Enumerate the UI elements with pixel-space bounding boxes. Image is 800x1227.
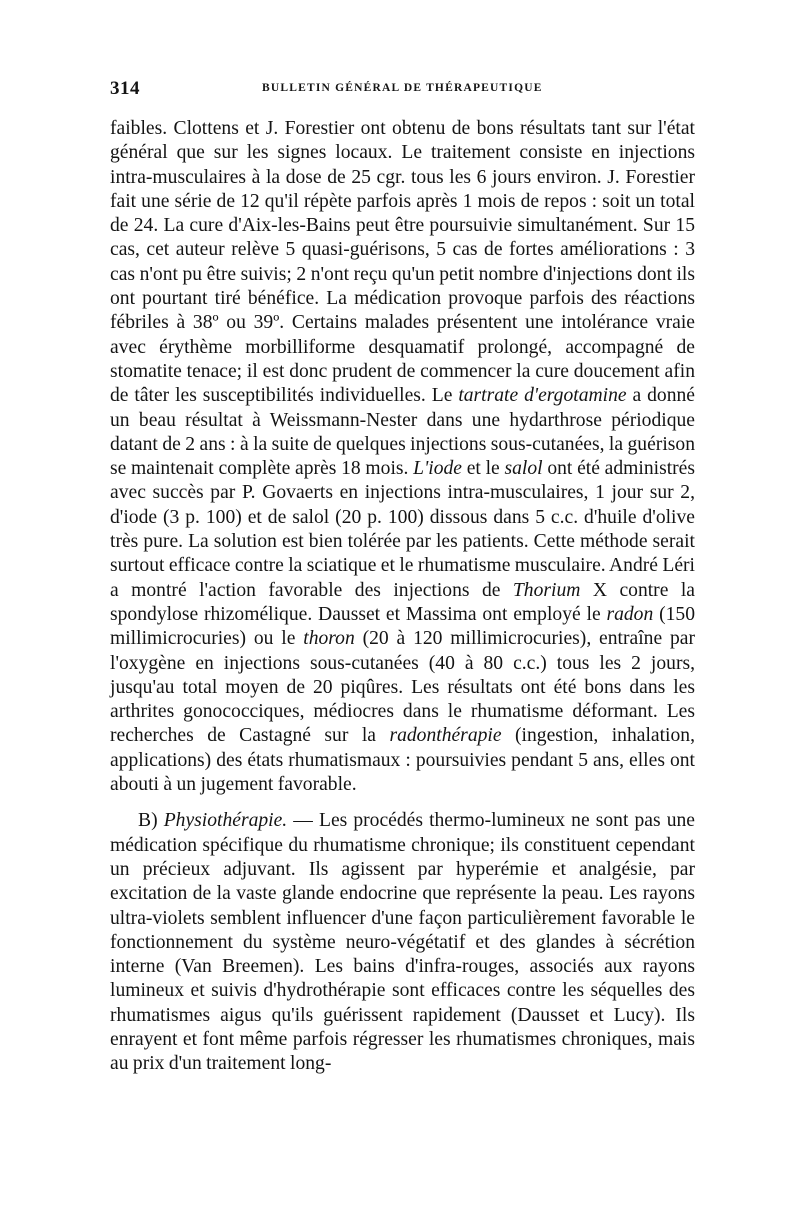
term-radontherapie: radonthérapie xyxy=(389,725,502,747)
text-run: et le xyxy=(462,458,505,480)
term-thorium: Thorium xyxy=(512,579,581,601)
text-run: (20 à 120 millimicrocuries), entraîne par l'oxygène en injections sous-cutanées (40 à 80 c.c.) tous les 2 jours, jusqu'au total moyen de 20 piqûres. Les résultats ont été bons dans les arthrites gonococciques, médiocres dans le rhumatisme déformant. Les recherches de Castagné sur la xyxy=(110,628,695,747)
paragraph-physiotherapie xyxy=(110,809,695,1076)
text-run: — Les procédés thermo-lumineux ne sont pas une médication spécifique du rhumatisme chronique; ils constituent cependant un précieux adjuvant. Ils agissent par hyperémie et analgésie, par excitation de la vaste glande endocrine que représente la peau. Les rayons ultra-violets semblent influencer d'une façon particulièrement favorable le fonctionnement du système neuro-végétatif et des glandes à sécrétion interne (Van Breemen). Les bains d'infra-rouges, associés aux rayons lumineux et suivis d'hydrothérapie sont efficaces contre les séquelles des rhumatismes aigus qu'ils guérissent rapidement (Dausset et Lucy). Ils enrayent et font même parfois régresser les rhumatismes chroniques, mais au prix d'un traitement long- xyxy=(110,810,695,1075)
term-iode: L'iode xyxy=(413,458,462,480)
text-run: a donné un beau résultat à Weissmann-Nester dans une hydarthrose périodique datant de 2 ans : à la suite de quelques injections sous-cutanées, la guérison se maintenait complète après 18 mois. xyxy=(110,385,695,480)
term-tartrate-ergotamine: tartrate d'ergotamine xyxy=(458,385,627,407)
term-salol: salol xyxy=(504,458,543,480)
page-number: 314 xyxy=(110,78,140,99)
body-text xyxy=(110,117,695,1077)
text-run: ont été administrés avec succès par P. Govaerts en injections intra-musculaires, 1 jour sur 2, d'iode (3 p. 100) et de salol (20 p. 100) dissous dans 5 c.c. d'huile d'olive très pure. La solution est bien tolérée par les patients. Cette méthode serait surtout efficace contre la sciatique et le rhumatisme musculaire. André Léri a montré l'action favorable des injections de xyxy=(110,458,695,601)
section-heading-physiotherapie: Physiothérapie. xyxy=(163,810,288,832)
text-run: faibles. Clottens et J. Forestier ont obtenu de bons résultats tant sur l'état général que sur les signes locaux. Le traitement consiste en injections intra-musculaires à la dose de 25 cgr. tous les 6 jours environ. J. Forestier fait une série de 12 qu'il répète parfois après 1 mois de repos : soit un total de 24. La cure d'Aix-les-Bains peut être poursuivie simultanément. Sur 15 cas, cet auteur relève 5 quasi-guérisons, 5 cas de fortes améliorations : 3 cas n'ont pu être suivis; 2 n'ont reçu qu'un petit nombre d'injections dont ils ont pourtant tiré bénéfice. La médication provoque parfois des réactions fébriles à 38º ou 39º. Certains malades présentent une intolérance vraie avec érythème morbilliforme desquamatif prolongé, accompagné de stomatite tenace; il est donc prudent de commencer la cure doucement afin de tâter les susceptibilités individuelles. Le xyxy=(110,118,695,407)
term-thoron: thoron xyxy=(303,628,355,650)
term-radon: radon xyxy=(606,603,654,625)
page-header xyxy=(110,78,695,102)
text-run: (150 millimicrocuries) ou le xyxy=(110,603,695,650)
section-marker: B) xyxy=(138,810,164,832)
paragraph-rhumatisme-injections xyxy=(110,117,695,797)
text-run: X contre la spondylose rhizomélique. Dausset et Massima ont employé le xyxy=(110,579,695,625)
running-title: BULLETIN GÉNÉRAL DE THÉRAPEUTIQUE xyxy=(262,82,543,94)
text-run: (ingestion, inhalation, applications) des états rhumatismaux : poursuivies pendant 5 ans, elles ont abouti à un jugement favorable. xyxy=(110,725,695,796)
